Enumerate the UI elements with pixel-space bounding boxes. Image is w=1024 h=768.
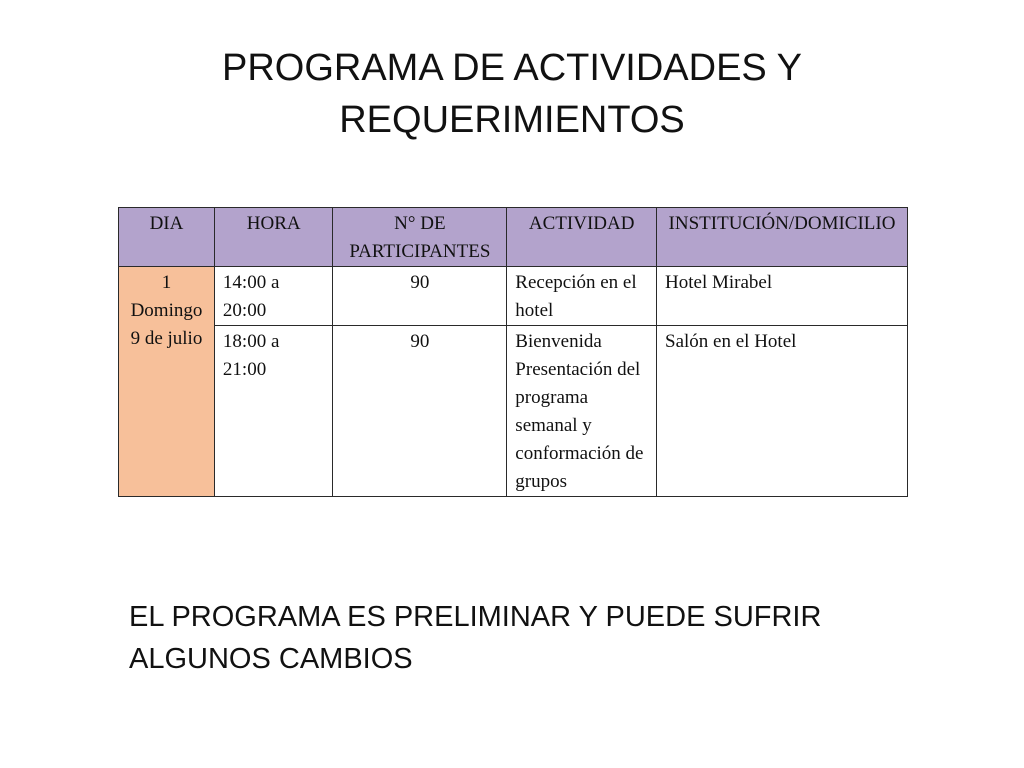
page-title — [112, 42, 912, 146]
header-actividad: ACTIVIDAD — [507, 208, 657, 267]
actividad-line: Presentación del — [515, 359, 641, 380]
table-header-row — [119, 208, 908, 267]
header-dia: DIA — [119, 208, 215, 267]
day-number: 1 — [161, 272, 172, 293]
hora-cell — [214, 326, 333, 497]
hora-start: 14:00 a — [222, 272, 280, 293]
actividad-line: conformación de — [515, 443, 644, 464]
day-weekday: Domingo — [130, 300, 203, 321]
hora-end: 21:00 — [222, 359, 267, 380]
table-row — [119, 326, 908, 497]
preliminary-note — [129, 596, 929, 680]
title-line-2: REQUERIMIENTOS — [339, 99, 685, 141]
header-institucion: INSTITUCIÓN/DOMICILIO — [657, 208, 908, 267]
actividad-cell — [507, 326, 657, 497]
institucion-cell: Salón en el Hotel — [657, 326, 908, 497]
actividad-line: programa — [515, 387, 589, 408]
header-participantes — [333, 208, 507, 267]
hora-cell — [214, 267, 333, 326]
day-cell — [119, 267, 215, 497]
note-line-1: EL PROGRAMA ES PRELIMINAR Y PUEDE SUFRIR — [129, 601, 822, 633]
actividad-line: Recepción en el — [515, 272, 637, 293]
participantes-cell: 90 — [333, 326, 507, 497]
actividad-line: grupos — [515, 471, 568, 492]
institucion-cell: Hotel Mirabel — [657, 267, 908, 326]
table-row — [119, 267, 908, 326]
actividad-cell — [507, 267, 657, 326]
header-participantes-line-1: N° DE — [394, 213, 446, 234]
actividad-line: Bienvenida — [515, 331, 602, 352]
hora-end: 20:00 — [222, 300, 267, 321]
participantes-cell: 90 — [333, 267, 507, 326]
header-hora: HORA — [214, 208, 333, 267]
title-line-1: PROGRAMA DE ACTIVIDADES Y — [221, 47, 802, 89]
activities-table — [118, 207, 908, 497]
actividad-line: hotel — [515, 300, 554, 321]
note-line-2: ALGUNOS CAMBIOS — [129, 643, 413, 675]
header-participantes-line-2: PARTICIPANTES — [349, 241, 491, 262]
hora-start: 18:00 a — [222, 331, 280, 352]
actividad-line: semanal y — [515, 415, 592, 436]
day-date: 9 de julio — [130, 328, 203, 349]
